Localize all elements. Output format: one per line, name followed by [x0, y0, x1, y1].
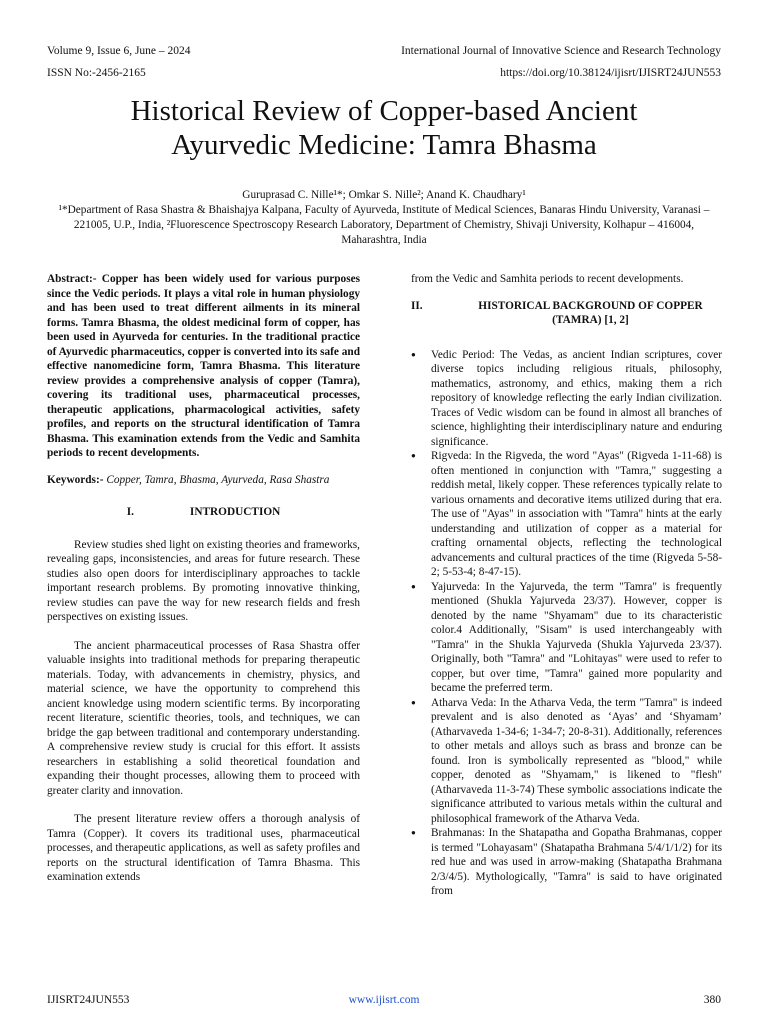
bullet-brahmanas: ● Brahmanas: In the Shatapatha and Gopatha Brahmanas, copper is termed "Lohayasam" (Shatapatha Brahmana 5/4/1/1/2) for its red hue and was used in arrow-making (Shatapatha Brahmana 2/3/4/5). Mythologically, "Tamra" is said to have originated from: [411, 826, 722, 899]
authors: Guruprasad C. Nille¹*; Omkar S. Nille²; Anand K. Chaudhary¹: [242, 189, 526, 201]
paper-title: [0, 94, 768, 162]
journal-name: International Journal of Innovative Science and Research Technology: [401, 45, 721, 57]
keywords-text: Copper, Tamra, Bhasma, Ayurveda, Rasa Shastra: [106, 473, 330, 486]
keywords: [47, 473, 360, 488]
intro-paragraph-1: Review studies shed light on existing theories and frameworks, revealing gaps, inconsistencies, and areas for future research. These studies also open doors for interdisciplinary approaches to tackle important research problems. By promoting innovative thinking, review studies can pave the way for new research fields and fresh perspectives on existing issues.: [47, 538, 360, 623]
section-number: II.: [411, 299, 423, 312]
footer-website-link[interactable]: www.ijisrt.com: [348, 994, 420, 1006]
intro-paragraph-3: The present literature review offers a thorough analysis of Tamra (Copper). It covers its traditional uses, pharmaceutical processes, and therapeutic applications, as well as safety profiles and reports on the structural identification of Tamra Bhasma. This examination extends: [47, 813, 360, 883]
keywords-label: Keywords:-: [47, 473, 104, 486]
affiliation: ¹*Department of Rasa Shastra & Bhaishajya Kalpana, Faculty of Ayurveda, Institute of Medical Sciences, Banaras Hindu University, Varanasi – 221005, U.P., India, ²Fluorescence Spectroscopy Research Laboratory, Department of Chemistry, Shivaji University, Kolhapur – 416004, Maharashtra, India: [58, 204, 710, 246]
bullet-atharva-veda: ● Atharva Veda: In the Atharva Veda, the term "Tamra" is indeed prevalent and is also denoted as ‘Ayas’ and ‘Shyamam’ (Atharvaveda 1-34-6; 1-34-7; 20-8-31). Additionally, references to other metals and alloys such as brass and bronze can be found. Iron is symbolically represented as "blood," while copper, denoted as "Shyamam," is likened to "flesh" (Atharvaveda 11-3-74) These symbolic associations indicate the significance attributed to various metals within the cultural and philosophical framework of the Atharva Veda.: [411, 696, 722, 827]
abstract-label: Abstract:-: [47, 273, 97, 285]
bullet-vedic-period: ● Vedic Period: The Vedas, as ancient Indian scriptures, cover diverse topics including religious rituals, philosophy, mathematics, astronomy, and ethics, making them a rich repository of knowledge reflecting the early Indian civilization. Traces of Vedic wisdom can be found in almost all branches of science, highlighting their interdisciplinary nature and enduring significance.: [411, 348, 722, 450]
abstract-text: Copper has been widely used for various purposes since the Vedic periods. It plays a vital role in human physiology and has been used to treat different ailments in its mineral forms. Tamra Bhasma, the oldest medicinal form of copper, has been used in Ayurveda for centuries. In the traditional practice of Ayurvedic pharmaceutics, copper is converted into its safe and effective nanomedicine form, Tamra Bhasma. This literature review provides a comprehensive analysis of copper (Tamra), covering its traditional uses, pharmaceutical processes, therapeutic applications, pharmacological activities, safety profiles, and reports on the structural identification of Tamra Bhasma. This examination extends from the Vedic and Samhita periods to recent developments.: [47, 273, 361, 459]
bullet-rigveda: ● Rigveda: In the Rigveda, the word "Ayas" (Rigveda 1-11-68) is often mentioned in conjunction with "Tamra," suggesting a reddish metal, likely copper. These references typically relate to various ornaments and decorative items utilized during that era. The use of "Ayas" in association with "Tamra" hints at the early understanding and utilization of copper as a material for crafting ornamental objects, reflecting the technological advancements and cultural practices of the time (Rigveda 5-58-2; 5-53-4; 8-47-15).: [411, 449, 722, 580]
issn: ISSN No:-2456-2165: [47, 67, 146, 79]
section-heading-historical-background: [411, 299, 722, 328]
section-heading-introduction: [47, 505, 360, 520]
abstract: [47, 272, 360, 461]
title-line-2: Ayurvedic Medicine: Tamra Bhasma: [171, 129, 597, 161]
section-title: INTRODUCTION: [189, 506, 281, 518]
bullet-yajurveda: ● Yajurveda: In the Yajurveda, the term "Tamra" is frequently mentioned (Shukla Yajurveda 23/37). However, copper is denoted by the name "Shyamam" due to its characteristic color.4 Additionally, "Sisam" is used interchangeably with "Tamra" in the Shukla Yajurveda (Shukla Yajurveda 23/37). Originally, both "Tamra" and "Lohitayas" were used to refer to copper, but over time, "Tamra" gained more popularity and became the preferred term.: [411, 580, 722, 696]
footer-paper-id: IJISRT24JUN553: [47, 994, 130, 1006]
doi-link[interactable]: https://doi.org/10.38124/ijisrt/IJISRT24JUN553: [500, 67, 721, 79]
volume-info: Volume 9, Issue 6, June – 2024: [47, 45, 191, 57]
right-column: [411, 272, 722, 899]
section-number: I.: [126, 506, 134, 518]
historical-bullet-list: [411, 348, 722, 899]
page-number: 380: [703, 994, 721, 1006]
section-title: HISTORICAL BACKGROUND OF COPPER (TAMRA) [1, 2]: [478, 299, 703, 326]
intro-paragraph-2: The ancient pharmaceutical processes of Rasa Shastra offer valuable insights into traditional methods for preparing therapeutic materials. Today, with advancements in chemistry, physics, and material science, we have the opportunity to comprehend this ancient knowledge using modern scientific terms. By incorporating recent literature, scientific theories, tools, and techniques, we can bridge the gap between traditional and contemporary understanding. A comprehensive review study is crucial for this effort. It assists researchers in establishing a solid theoretical foundation and expanding their thought processes, allowing them to proceed with greater clarity and innovation.: [47, 639, 360, 797]
title-line-1: Historical Review of Copper-based Ancient: [130, 95, 638, 127]
left-column: [47, 272, 360, 885]
intro-paragraph-3-continued: from the Vedic and Samhita periods to recent developments.: [411, 273, 684, 285]
